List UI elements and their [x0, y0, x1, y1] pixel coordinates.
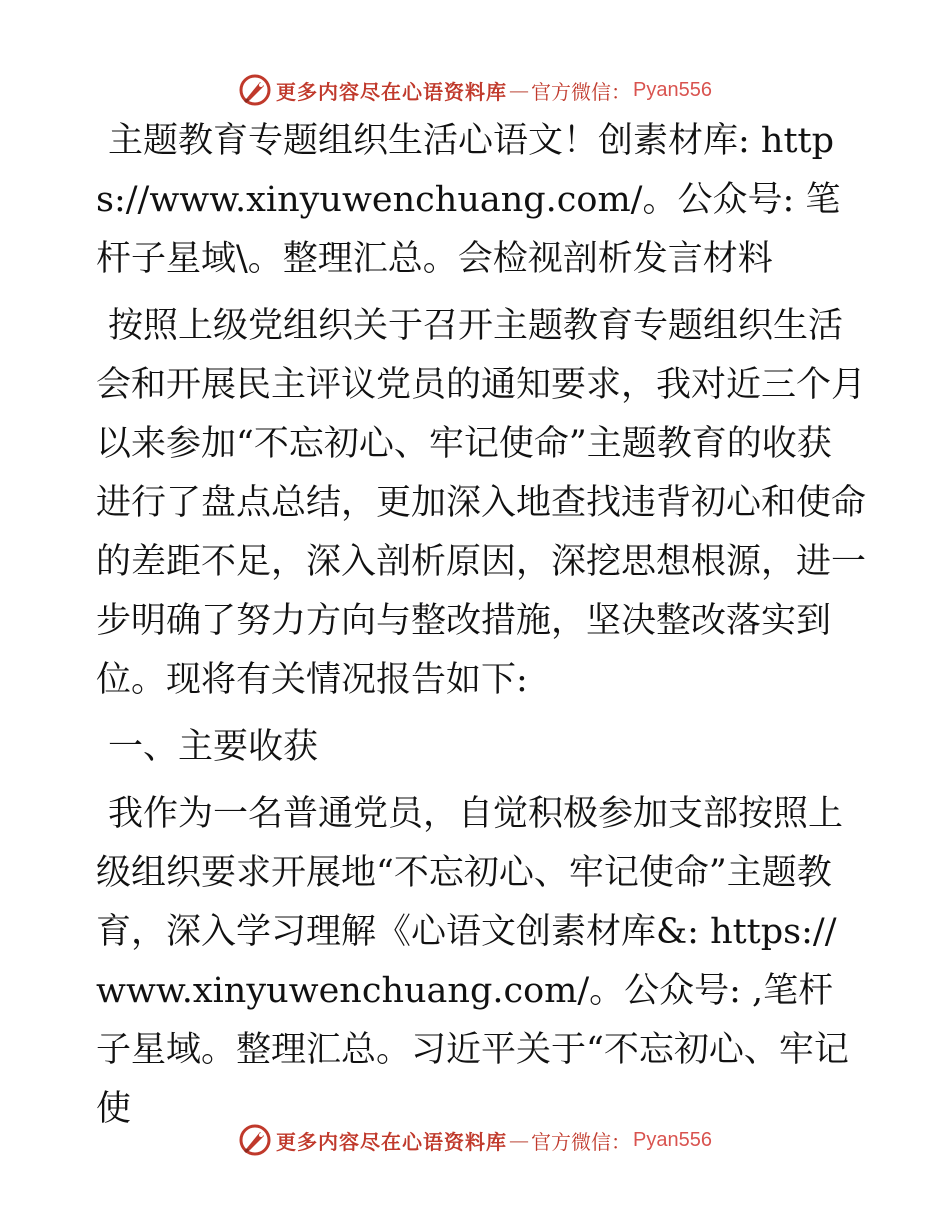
banner-wechat-id: Pyan556: [633, 78, 712, 101]
banner-wechat-label: 官方微信：: [531, 1129, 632, 1154]
banner-dash: —: [509, 1128, 530, 1152]
banner-title: 更多内容尽在心语资料库: [276, 1129, 508, 1154]
document-body: [96, 112, 866, 1147]
pen-nib-logo-icon: [238, 73, 272, 107]
banner-title: 更多内容尽在心语资料库: [276, 79, 508, 104]
footer-watermark-banner: [0, 1120, 950, 1160]
banner-dash: —: [509, 78, 530, 102]
paragraph-intro: 主题教育专题组织生活心语文！创素材库: https://www.xinyuwenchuang.com/。公众号: 笔杆子星域\。整理汇总。会检视剖析发言材料: [96, 121, 841, 279]
header-watermark-banner: [0, 70, 950, 110]
paragraph-report-overview: 按照上级党组织关于召开主题教育专题组织生活会和开展民主评议党员的通知要求，我对近三个月以来参加“不忘初心、牢记使命”主题教育的收获进行了盘点总结，更加深入地查找违背初心和使命的差距不足，深入剖析原因，深挖思想根源，进一步明确了努力方向与整改措施，坚决整改落实到位。现将有关情况报告如下:: [96, 306, 867, 700]
banner-wechat-id: Pyan556: [633, 1128, 712, 1151]
pen-nib-logo-icon: [238, 1123, 272, 1157]
section-heading-main-gains: 一、主要收获: [108, 727, 319, 767]
paragraph-main-gains: 我作为一名普通党员，自觉积极参加支部按照上级组织要求开展地“不忘初心、牢记使命”主题教育，深入学习理解《心语文创素材库&: https://www.xinyuwenchuang.com/。公众号: ,笔杆子星域。整理汇总。习近平关于“不忘初心、牢记使: [96, 794, 849, 1129]
banner-wechat-label: 官方微信：: [531, 79, 632, 104]
